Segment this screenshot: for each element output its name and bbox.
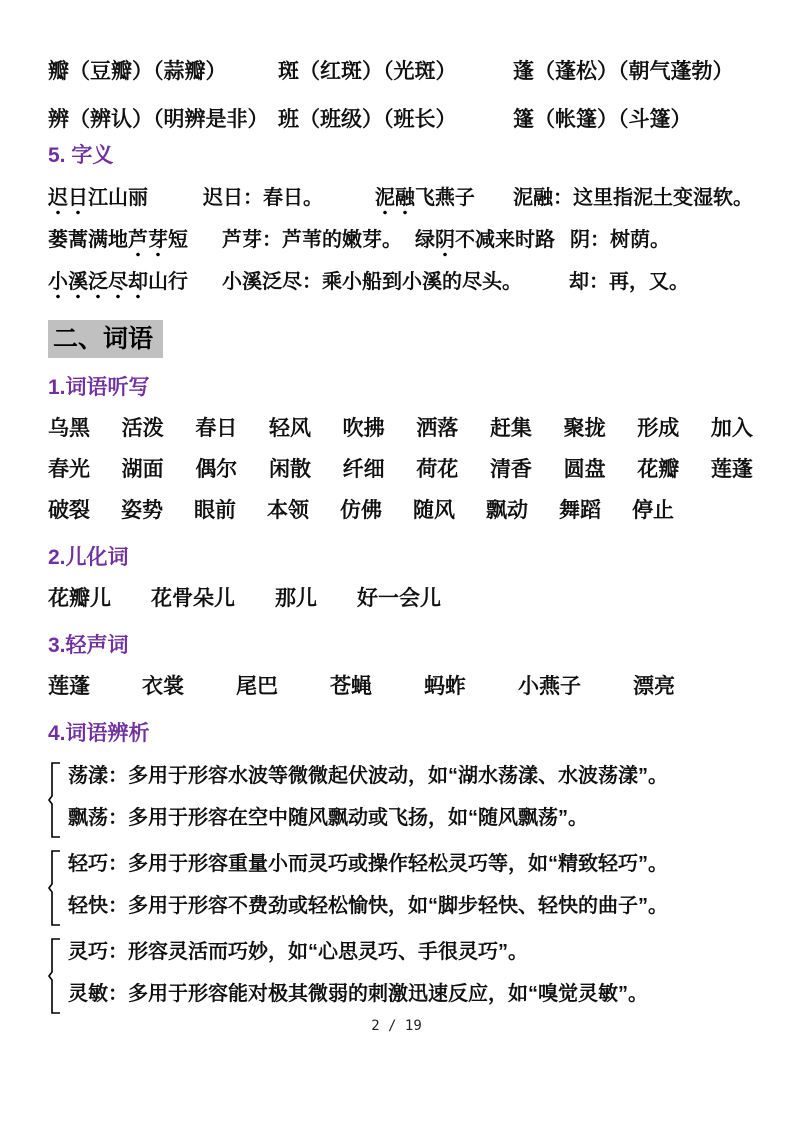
word-discrimination-pair	[48, 850, 753, 926]
poem-segment: 山行	[148, 271, 188, 293]
poem-phrase	[48, 226, 222, 254]
word: 乌黑	[48, 417, 90, 440]
pair-lines	[68, 762, 668, 838]
definition-line: 轻快：多用于形容不费劲或轻松愉快，如“脚步轻快、轻快的曲子”。	[68, 895, 668, 917]
definition-line: 轻巧：多用于形容重量小而灵巧或操作轻松灵巧等，如“精致轻巧”。	[68, 853, 668, 875]
word: 偶尔	[195, 458, 238, 481]
poem-segment-emphasized: 迟日	[48, 187, 88, 215]
ziyi-row	[48, 226, 753, 254]
word: 形成	[637, 417, 680, 440]
definition: 芦芽：芦苇的嫩芽。	[222, 229, 402, 251]
definition: 小溪泛尽：乘小船到小溪的尽头。	[222, 271, 522, 293]
word: 眼前	[194, 499, 236, 522]
word: 荷花	[416, 458, 459, 481]
word-discrimination-pair	[48, 938, 753, 1014]
heading-ziyi: 5. 字义	[48, 144, 114, 167]
word: 花瓣	[637, 458, 680, 481]
word-discrimination-pair	[48, 762, 753, 838]
dictation-word-row	[48, 416, 753, 442]
definition: 迟日：春日。	[203, 187, 323, 209]
word: 好一会儿	[357, 587, 441, 610]
dictation-word-row	[48, 498, 753, 524]
word: 赶集	[489, 417, 532, 440]
brace-icon	[48, 762, 62, 838]
definition-line: 灵巧：形容灵活而巧妙，如“心思灵巧、手很灵巧”。	[68, 941, 528, 963]
definition: 却：再，又。	[569, 271, 689, 293]
qingsheng-word-row	[48, 674, 753, 700]
char-group: 辨（辨认）（明辨是非）	[48, 108, 269, 131]
section-heading-ciyu: 二、词语	[48, 320, 163, 358]
word: 莲蓬	[48, 675, 90, 698]
word: 莲蓬	[710, 458, 753, 481]
char-group: 斑（红斑）（光斑）	[278, 60, 457, 83]
pair-lines	[68, 850, 668, 926]
definition-line: 荡漾：多用于形容水波等微微起伏波动，如“湖水荡漾、水波荡漾”。	[68, 765, 668, 787]
word: 仿佛	[340, 499, 382, 522]
word: 湖面	[121, 458, 164, 481]
word: 本领	[267, 499, 309, 522]
brace-icon	[48, 938, 62, 1014]
poem-segment: 不减来时路	[455, 229, 555, 251]
definition: 泥融：这里指泥土变湿软。	[513, 187, 753, 209]
word: 活泼	[121, 417, 164, 440]
poem-segment-emphasized: 小溪泛尽却	[48, 271, 148, 299]
poem-phrase	[415, 226, 570, 254]
char-group: 班（班级）（班长）	[278, 108, 457, 131]
poem-phrase	[48, 268, 222, 296]
word: 姿势	[121, 499, 163, 522]
definition-line: 灵敏：多用于形容能对极其微弱的刺激迅速反应，如“嗅觉灵敏”。	[68, 983, 648, 1005]
char-comparison-row	[48, 58, 753, 86]
poem-segment: 江山丽	[88, 187, 148, 209]
word: 春日	[195, 417, 238, 440]
heading-dictation: 1.词语听写	[48, 376, 150, 399]
dictation-word-row	[48, 457, 753, 483]
word: 漂亮	[633, 675, 675, 698]
poem-segment: 蒌蒿满地	[48, 229, 128, 251]
poem-segment: 绿	[415, 229, 435, 251]
word: 花骨朵儿	[151, 587, 235, 610]
word: 衣裳	[142, 675, 184, 698]
word: 圆盘	[563, 458, 606, 481]
word: 小燕子	[518, 675, 581, 698]
word: 春光	[48, 458, 90, 481]
word: 那儿	[275, 587, 317, 610]
word: 纤细	[342, 458, 385, 481]
word: 尾巴	[236, 675, 278, 698]
char-group: 篷（帐篷）（斗篷）	[513, 108, 692, 131]
word: 随风	[413, 499, 455, 522]
word: 聚拢	[563, 417, 606, 440]
erhua-word-row	[48, 586, 753, 612]
ziyi-row	[48, 184, 753, 212]
word: 加入	[710, 417, 753, 440]
poem-phrase	[375, 184, 513, 212]
word: 清香	[489, 458, 532, 481]
poem-segment-emphasized: 阴	[435, 229, 455, 257]
char-group: 瓣（豆瓣）（蒜瓣）	[48, 60, 227, 83]
poem-phrase	[48, 184, 203, 212]
word: 吹拂	[342, 417, 385, 440]
heading-erhua: 2.儿化词	[48, 546, 129, 569]
word: 飘动	[486, 499, 528, 522]
word: 舞蹈	[559, 499, 601, 522]
pair-lines	[68, 938, 648, 1014]
word: 破裂	[48, 499, 90, 522]
word: 花瓣儿	[48, 587, 111, 610]
poem-segment: 短	[168, 229, 188, 251]
char-comparison-row	[48, 106, 753, 134]
definition: 阴：树荫。	[570, 229, 670, 251]
word: 停止	[632, 499, 674, 522]
brace-icon	[48, 850, 62, 926]
word: 苍蝇	[330, 675, 372, 698]
word: 轻风	[268, 417, 311, 440]
heading-bianxi: 4.词语辨析	[48, 722, 150, 745]
poem-segment: 飞燕子	[414, 187, 475, 209]
page-number: 2 / 19	[371, 1018, 422, 1034]
word: 洒落	[416, 417, 459, 440]
word: 闲散	[268, 458, 311, 481]
word: 蚂蚱	[424, 675, 466, 698]
poem-segment-emphasized: 芦芽	[128, 229, 168, 257]
poem-segment-emphasized: 泥融	[375, 187, 415, 215]
definition-line: 飘荡：多用于形容在空中随风飘动或飞扬，如“随风飘荡”。	[68, 807, 588, 829]
heading-qingsheng: 3.轻声词	[48, 634, 129, 657]
ziyi-row	[48, 268, 753, 296]
char-group: 蓬（蓬松）（朝气蓬勃）	[513, 60, 734, 83]
